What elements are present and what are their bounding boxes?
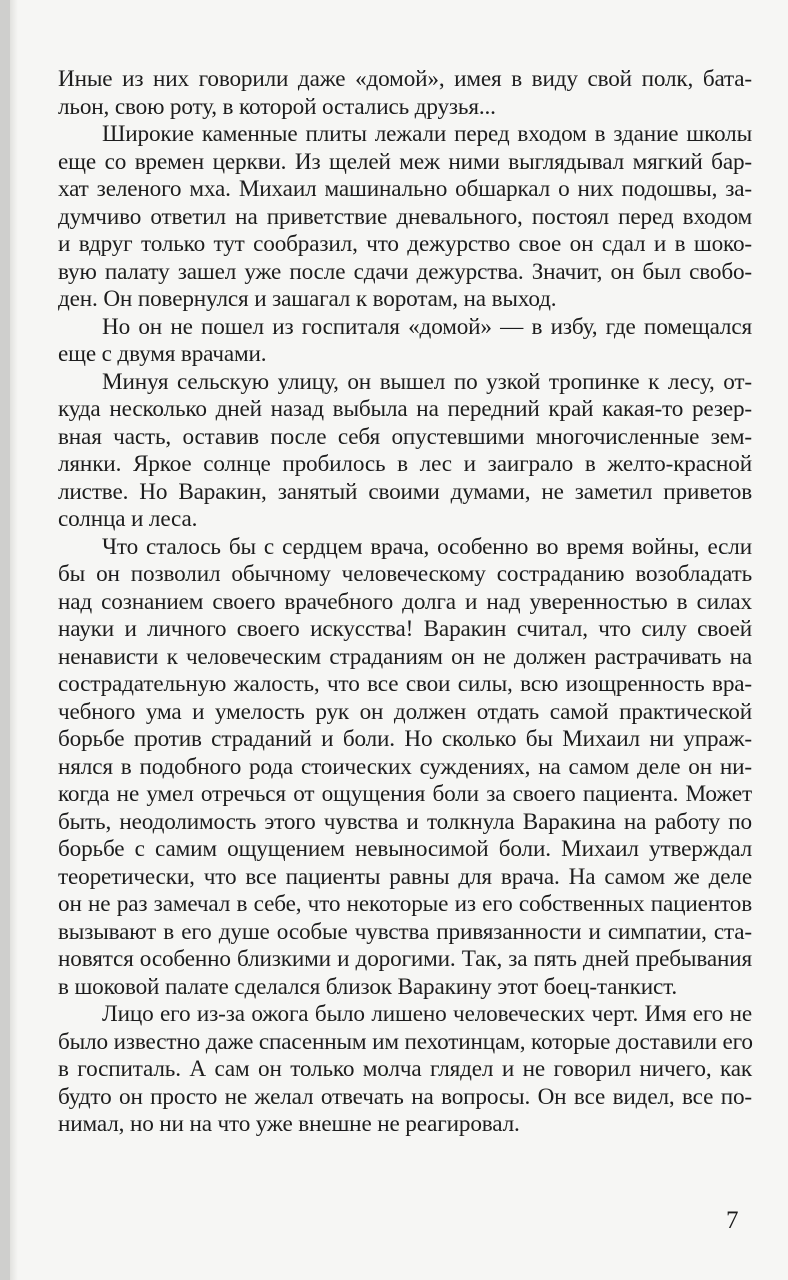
text-line: ден. Он повернулся и зашагал к воротам, на выход. — [58, 286, 557, 312]
text-line: Минуя сельскую улицу, он вышел по узкой тропинке к лесу, от- — [102, 368, 752, 395]
text-line: быть, неодолимость этого чувства и толкнула Варакина на работу по — [58, 808, 752, 835]
text-line: думчиво ответил на приветствие дневального, постоял перед входом — [58, 203, 752, 230]
text-line: Но он не пошел из госпиталя «домой» — в избу, где помещался — [102, 313, 752, 340]
text-line: вная часть, оставив после себя опустевшими многочисленные зем- — [58, 423, 752, 450]
page-number: 7 — [726, 1207, 739, 1234]
text-line: ненависти к человеческим страданиям он не должен растрачивать на — [58, 643, 752, 670]
text-line: нимал, но ни на что уже внешне не реагировал. — [58, 1111, 520, 1137]
text-line: над сознанием своего врачебного долга и над уверенностью в силах — [58, 588, 752, 615]
text-line: еще со времен церкви. Из щелей меж ними выглядывал мягкий бар- — [58, 148, 752, 175]
page-body-text — [58, 66, 752, 1139]
text-line: Лицо его из-за ожога было лишено человеческих черт. Имя его не — [102, 1001, 752, 1027]
text-line: еще с двумя врачами. — [58, 341, 267, 367]
text-line: чебного ума и умелость рук он должен отдать самой практической — [58, 698, 752, 725]
text-line: борьбе с самим ощущением невыносимой боли. Михаил утверждал — [58, 836, 752, 862]
text-line: вызывают в его душе особые чувства привязанности и симпатии, ста- — [58, 918, 752, 945]
text-line: в госпиталь. А сам он только молча глядел и не говорил ничего, как — [58, 1056, 752, 1082]
text-line: Что сталось бы с сердцем врача, особенно во время войны, если — [102, 533, 752, 560]
text-line: новятся особенно близкими и дорогими. Так, за пять дней пребывания — [58, 946, 752, 972]
text-line: Широкие каменные плиты лежали перед входом в здание школы — [102, 121, 752, 147]
text-line: науки и личного своего искусства! Варакин считал, что силу своей — [58, 616, 752, 642]
text-line: он не раз замечал в себе, что некоторые из его собственных пациентов — [58, 891, 752, 917]
text-line: лянки. Яркое солнце пробилось в лес и заиграло в желто-красной — [58, 451, 752, 477]
text-line: в шоковой палате сделался близок Варакину этот боец-танкист. — [58, 973, 677, 1000]
text-line: было известно даже спасенным им пехотинцам, которые доставили его — [58, 1028, 753, 1055]
text-line: Иные из них говорили даже «домой», имея в виду свой полк, бата- — [58, 66, 752, 92]
text-line: нялся в подобного рода стоических суждениях, на самом деле он ни- — [58, 753, 752, 780]
text-line: борьбе против страданий и боли. Но сколько бы Михаил ни упраж- — [58, 726, 752, 752]
text-line: солнца и леса. — [58, 506, 198, 532]
text-line: куда несколько дней назад выбыла на передний край какая-то резер- — [58, 396, 752, 422]
text-line: теоретически, что все пациенты равны для врача. На самом же деле — [58, 863, 752, 890]
book-page — [10, 0, 788, 1280]
text-line: когда не умел отречься от ощущения боли за своего пациента. Может — [58, 781, 752, 807]
text-line: будто он просто не желал отвечать на вопросы. Он все видел, все по- — [58, 1083, 752, 1110]
text-line: хат зеленого мха. Михаил машинально обшаркал о них подошвы, за- — [58, 176, 752, 202]
text-line: бы он позволил обычному человеческому состраданию возобладать — [58, 561, 752, 587]
text-line: льон, свою роту, в которой остались друзья... — [58, 93, 496, 120]
text-line: и вдруг только тут сообразил, что дежурство свое он сдал и в шоко- — [58, 231, 752, 257]
text-line: вую палату зашел уже после сдачи дежурства. Значит, он был свобо- — [58, 258, 752, 285]
text-line: сострадательную жалость, что все свои силы, всю изощренность вра- — [58, 671, 752, 697]
text-line: листве. Но Варакин, занятый своими думами, не заметил приветов — [58, 478, 752, 505]
